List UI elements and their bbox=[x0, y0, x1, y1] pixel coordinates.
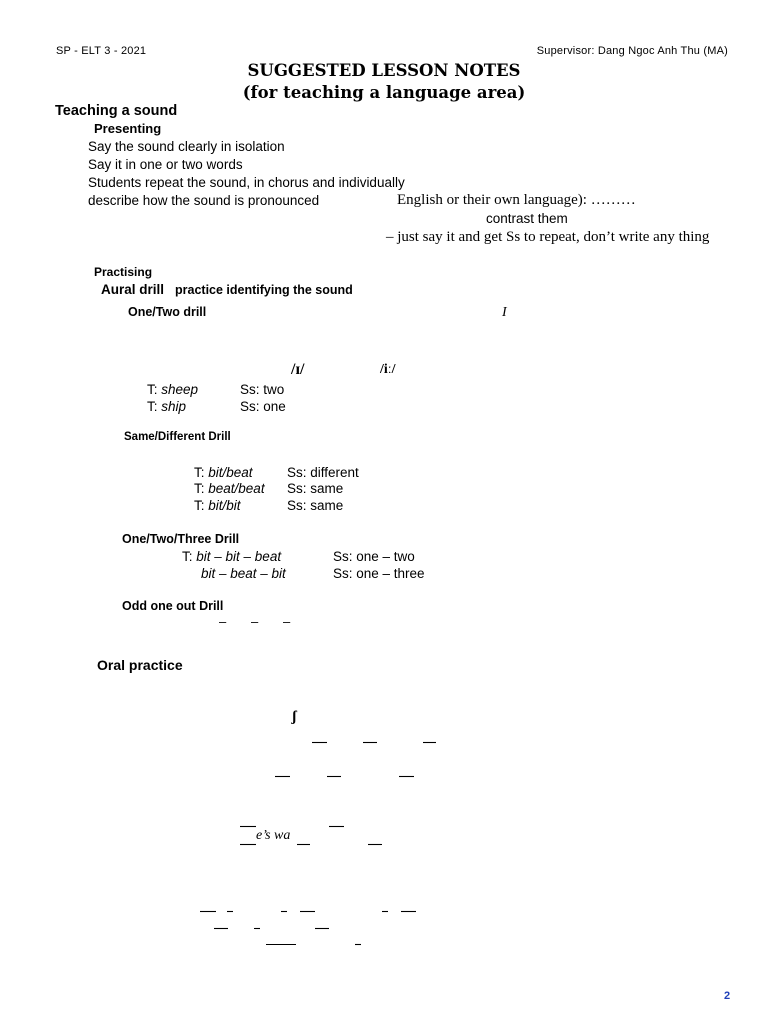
drill-heading-one-two: One/Two drill bbox=[128, 305, 207, 319]
drill-teacher-word: bit/bit bbox=[208, 498, 241, 513]
drill-teacher-prefix: T: bbox=[147, 382, 162, 397]
drill-student-response: Ss: two bbox=[240, 382, 285, 397]
odd-one-out-dash: – bbox=[283, 614, 291, 629]
drill-student-response: Ss: one – two bbox=[333, 549, 415, 564]
drill-teacher-word: bit – beat – bit bbox=[201, 566, 286, 581]
oral-practice-fragment: e’s wa bbox=[256, 828, 291, 843]
subheading-practising: Practising bbox=[94, 265, 153, 279]
odd-one-out-dash: – bbox=[251, 614, 259, 629]
drill-teacher-word: beat/beat bbox=[208, 481, 265, 496]
drill-teacher-word: bit – bit – beat bbox=[196, 549, 282, 564]
drill-teacher-word: ship bbox=[161, 399, 187, 414]
page-number: 2 bbox=[724, 990, 731, 1002]
page-title: SUGGESTED LESSON NOTES bbox=[247, 61, 521, 80]
subheading-presenting: Presenting bbox=[94, 121, 162, 136]
presenting-line: Say it in one or two words bbox=[88, 157, 243, 172]
page-subtitle: (for teaching a language area) bbox=[242, 83, 526, 102]
drill-teacher-prefix: T: bbox=[194, 481, 209, 496]
phonetic-symbol: I bbox=[502, 305, 507, 320]
drill-teacher-prefix: T: bbox=[194, 498, 209, 513]
drill-student-response: Ss: one bbox=[240, 399, 286, 414]
drill-student-response: Ss: same bbox=[287, 498, 344, 513]
drill-student-response: Ss: one – three bbox=[333, 566, 425, 581]
drill-teacher-word: sheep bbox=[161, 382, 199, 397]
presenting-line: Say the sound clearly in isolation bbox=[88, 139, 285, 154]
drill-teacher-prefix: T: bbox=[147, 399, 162, 414]
header-right: Supervisor: Dang Ngoc Anh Thu (MA) bbox=[536, 45, 728, 57]
phonetic-symbol: ʃ bbox=[292, 709, 297, 725]
drill-teacher-word: bit/beat bbox=[208, 465, 253, 480]
drill-heading-same-different: Same/Different Drill bbox=[124, 431, 231, 443]
aural-drill-label: Aural drill bbox=[101, 282, 165, 297]
phonetic-symbol: /iː/ bbox=[380, 362, 396, 377]
drill-heading-odd-one-out: Odd one out Drill bbox=[122, 599, 224, 613]
drill-heading-one-two-three: One/Two/Three Drill bbox=[122, 532, 240, 546]
subheading-oral-practice: Oral practice bbox=[97, 657, 183, 673]
drill-teacher-prefix: T: bbox=[194, 465, 209, 480]
phonetic-symbol: /ɪ/ bbox=[291, 361, 305, 378]
presenting-line: describe how the sound is pronounced bbox=[88, 193, 320, 208]
header-left: SP - ELT 3 - 2021 bbox=[56, 45, 147, 57]
aural-drill-desc: practice identifying the sound bbox=[175, 283, 353, 297]
section-heading-teaching-sound: Teaching a sound bbox=[55, 103, 178, 119]
drill-student-response: Ss: different bbox=[287, 465, 359, 480]
presenting-fragment: – just say it and get Ss to repeat, don’t write any thing bbox=[386, 229, 710, 245]
drill-teacher-prefix: T: bbox=[182, 549, 197, 564]
presenting-line: Students repeat the sound, in chorus and individually bbox=[88, 175, 405, 190]
drill-student-response: Ss: same bbox=[287, 481, 344, 496]
odd-one-out-dash: – bbox=[219, 614, 227, 629]
presenting-fragment: English or their own language): ……… bbox=[397, 192, 636, 208]
presenting-fragment: contrast them bbox=[486, 211, 568, 226]
